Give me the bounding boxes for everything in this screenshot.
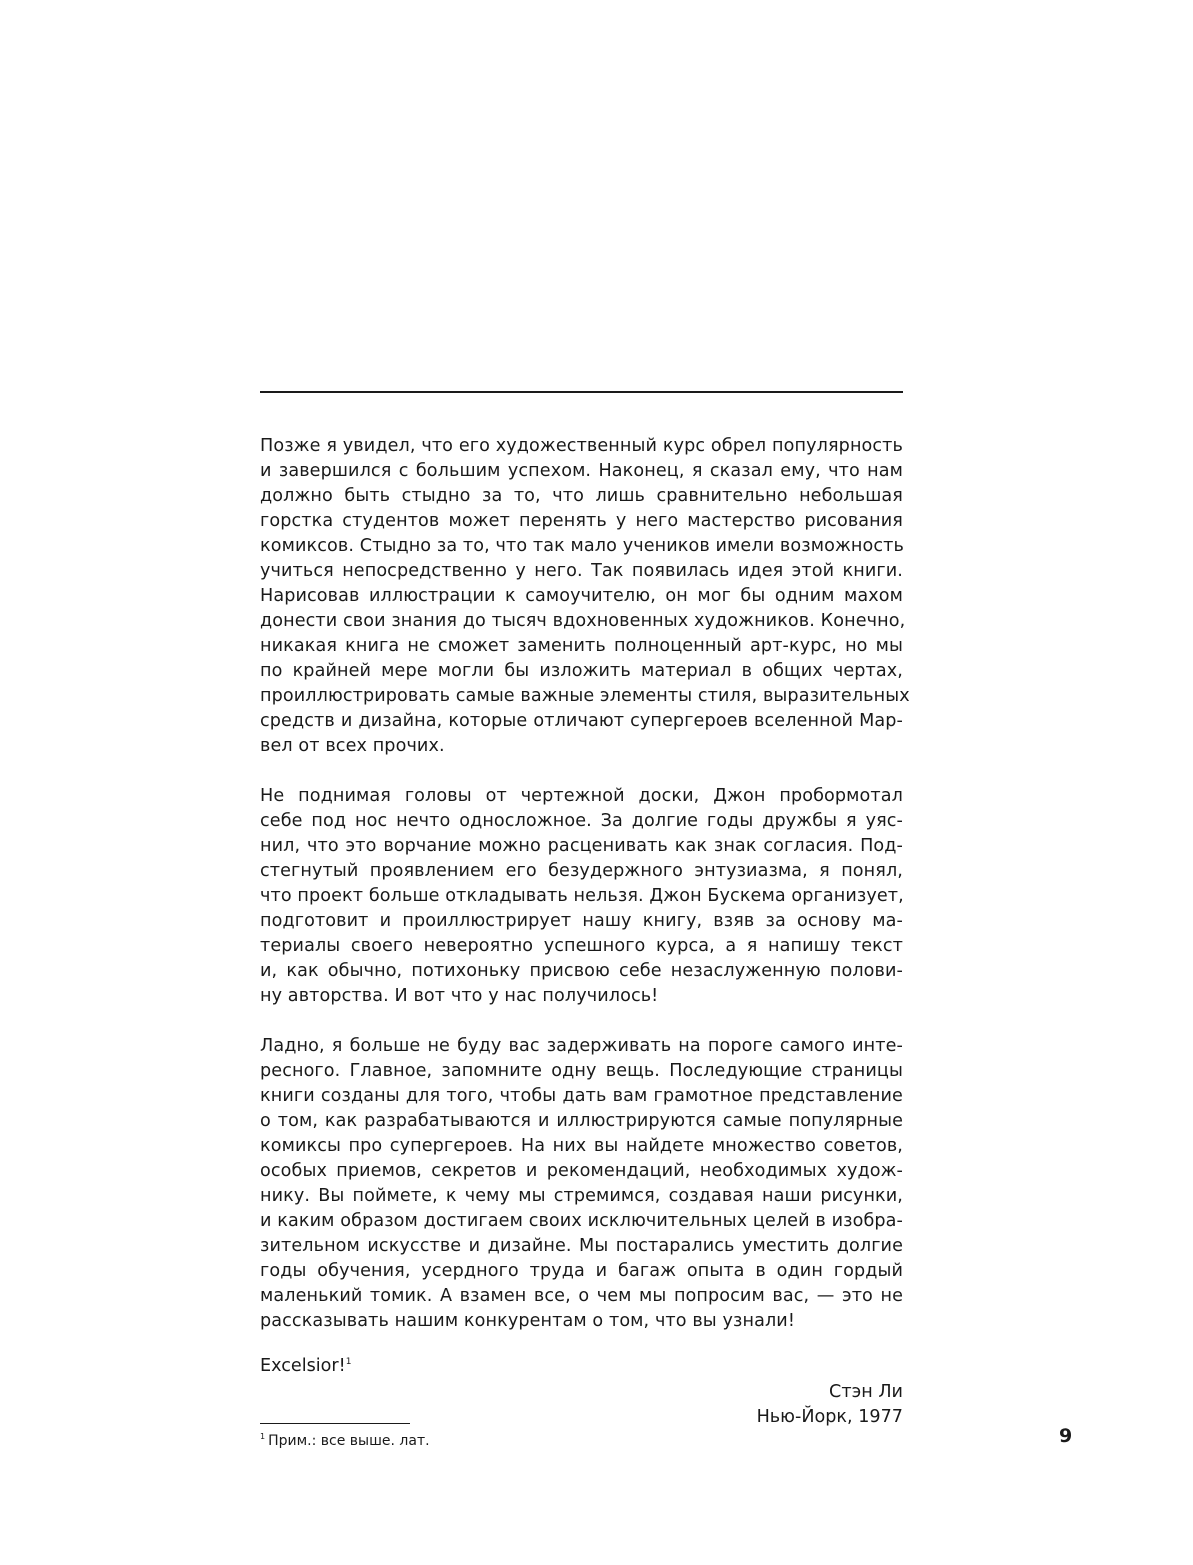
text-line: должно быть стыдно за то, что лишь сравнительно небольшая — [260, 486, 903, 506]
text-line: что проект больше откладывать нельзя. Джон Бускема организует, — [260, 886, 904, 906]
footnote-marker: 1 — [260, 1432, 266, 1442]
text-line: маленький томик. А взамен все, о чем мы попросим вас, — это не — [260, 1286, 903, 1306]
text-line: и каким образом достигаем своих исключительных целей в изобра- — [260, 1211, 903, 1231]
text-line: ну авторства. И вот что у нас получилось! — [260, 986, 659, 1006]
text-line: себе под нос нечто односложное. За долгие годы дружбы я уяс- — [260, 811, 903, 831]
text-line: ресного. Главное, запомните одну вещь. Последующие страницы — [260, 1061, 903, 1081]
closing-text: Excelsior! — [260, 1356, 346, 1376]
text-line: зительном искусстве и дизайне. Мы постарались уместить долгие — [260, 1236, 903, 1256]
text-line: и, как обычно, потихоньку присвою себе незаслуженную полови- — [260, 961, 903, 981]
page-number: 9 — [1059, 1425, 1073, 1447]
section-divider — [260, 391, 903, 393]
paragraph-2 — [260, 784, 903, 1009]
text-line: никакая книга не сможет заменить полноценный арт-курс, но мы — [260, 636, 903, 656]
text-line: подготовит и проиллюстрирует нашу книгу, взяв за основу ма- — [260, 911, 903, 931]
text-line: и завершился с большим успехом. Наконец, я сказал ему, что нам — [260, 461, 903, 481]
text-line: книги созданы для того, чтобы дать вам грамотное представление — [260, 1086, 903, 1106]
text-line: проиллюстрировать самые важные элементы стиля, выразительных — [260, 686, 910, 706]
text-line: о том, как разрабатываются и иллюстрируются самые популярные — [260, 1111, 903, 1131]
text-line: рассказывать нашим конкурентам о том, что вы узнали! — [260, 1311, 795, 1331]
text-line: донести свои знания до тысяч вдохновенных художников. Конечно, — [260, 611, 906, 631]
text-line: годы обучения, усердного труда и багаж опыта в один гордый — [260, 1261, 903, 1281]
text-line: Ладно, я больше не буду вас задерживать на пороге самого инте- — [260, 1036, 903, 1056]
closing-exclamation — [260, 1354, 351, 1379]
text-line: комиксов. Стыдно за то, что так мало учеников имели возможность — [260, 536, 904, 556]
footnote-reference: 1 — [345, 1357, 352, 1368]
text-line: нил, что это ворчание можно расценивать как знак согласия. Под- — [260, 836, 903, 856]
paragraph-1 — [260, 434, 910, 759]
body-text — [260, 434, 910, 1359]
signature-place-date: Нью-Йорк, 1977 — [756, 1407, 903, 1427]
text-line: горстка студентов может перенять у него мастерство рисования — [260, 511, 903, 531]
signature-block — [757, 1380, 903, 1430]
text-line: особых приемов, секретов и рекомендаций, необходимых худож- — [260, 1161, 903, 1181]
text-line: Не поднимая головы от чертежной доски, Джон пробормотал — [260, 786, 903, 806]
text-line: вел от всех прочих. — [260, 736, 445, 756]
text-line: териалы своего невероятно успешного курса, а я напишу текст — [260, 936, 903, 956]
text-line: учиться непосредственно у него. Так появилась идея этой книги. — [260, 561, 903, 581]
text-line: средств и дизайна, которые отличают супергероев вселенной Мар- — [260, 711, 903, 731]
text-line: комиксы про супергероев. На них вы найдете множество советов, — [260, 1136, 903, 1156]
signature-author: Стэн Ли — [829, 1382, 903, 1402]
footnote-text: Прим.: все выше. лат. — [268, 1433, 430, 1449]
text-line: нику. Вы поймете, к чему мы стремимся, создавая наши рисунки, — [260, 1186, 903, 1206]
text-line: стегнутый проявлением его безудержного энтузиазма, я понял, — [260, 861, 903, 881]
paragraph-3 — [260, 1034, 903, 1334]
footnote — [260, 1431, 430, 1451]
text-line: Позже я увидел, что его художественный курс обрел популярность — [260, 436, 903, 456]
text-line: по крайней мере могли бы изложить материал в общих чертах, — [260, 661, 903, 681]
footnote-divider — [260, 1423, 410, 1424]
text-line: Нарисовав иллюстрации к самоучителю, он мог бы одним махом — [260, 586, 903, 606]
